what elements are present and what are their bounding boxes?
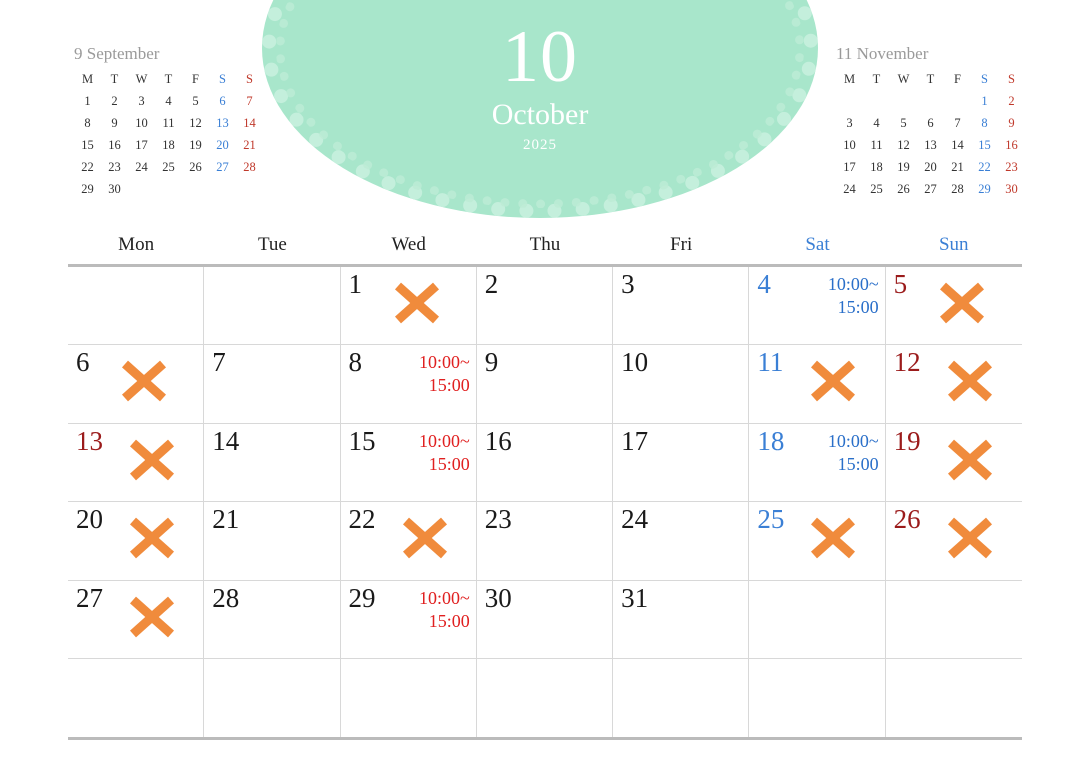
calendar-week-row xyxy=(68,502,1022,580)
calendar-day-cell[interactable] xyxy=(613,267,749,344)
mini-day-cell: 10 xyxy=(135,116,148,130)
mini-day-cell xyxy=(128,182,155,197)
mini-weekday-header: T xyxy=(872,72,881,86)
calendar-day-cell[interactable] xyxy=(886,502,1022,579)
calendar-day-cell[interactable] xyxy=(341,267,477,344)
opening-hours-end: 15:00 xyxy=(428,453,470,474)
mini-day-cell: 2 xyxy=(111,94,118,108)
mini-day-cell: 20 xyxy=(924,160,937,174)
mini-day-cell: 12 xyxy=(189,116,202,130)
day-number: 11 xyxy=(757,347,784,378)
opening-hours xyxy=(378,587,470,633)
calendar-grid xyxy=(68,264,1022,740)
weekday-label-sun: Sun xyxy=(938,234,969,255)
mini-day-cell: 21 xyxy=(951,160,964,174)
weekday-label-fri: Fri xyxy=(670,234,693,255)
calendar-day-cell[interactable] xyxy=(749,345,885,422)
mini-day-cell xyxy=(863,94,890,109)
day-number: 17 xyxy=(621,425,649,456)
mini-day-cell: 18 xyxy=(162,138,175,152)
mini-day-cell: 27 xyxy=(216,160,229,174)
mini-day-cell: 20 xyxy=(216,138,229,152)
mini-day-cell xyxy=(917,94,944,109)
day-number: 29 xyxy=(348,582,376,613)
day-number: 15 xyxy=(348,425,376,456)
mini-day-cell: 4 xyxy=(165,94,172,108)
mini-day-cell: 26 xyxy=(897,182,910,196)
opening-hours-end: 15:00 xyxy=(428,610,470,631)
day-number: 18 xyxy=(757,425,785,456)
mini-day-cell: 28 xyxy=(243,160,256,174)
day-number: 27 xyxy=(76,582,103,613)
mini-day-cell: 30 xyxy=(1005,182,1018,196)
calendar-day-cell[interactable] xyxy=(477,345,613,422)
day-number: 31 xyxy=(621,582,649,613)
mini-weekday-header: T xyxy=(110,72,119,86)
day-number: 28 xyxy=(212,582,240,613)
opening-hours xyxy=(787,430,879,476)
calendar-day-cell[interactable] xyxy=(613,345,749,422)
calendar-header xyxy=(0,0,1080,232)
mini-day-cell: 6 xyxy=(219,94,226,108)
mini-day-cell: 25 xyxy=(162,160,175,174)
calendar-empty-cell xyxy=(886,581,1022,658)
calendar-day-cell[interactable] xyxy=(613,424,749,501)
closed-cross-icon xyxy=(126,434,178,486)
month-name: October xyxy=(491,98,589,131)
mini-day-cell: 1 xyxy=(981,94,988,108)
weekday-label-tue: Tue xyxy=(257,234,287,255)
calendar-day-cell[interactable] xyxy=(204,502,340,579)
day-number: 5 xyxy=(893,269,908,299)
calendar-day-cell[interactable] xyxy=(204,424,340,501)
mini-next-grid xyxy=(836,72,1026,197)
calendar-day-cell[interactable] xyxy=(341,502,477,579)
mini-previous-title: 9 September xyxy=(74,44,160,63)
weekday-label-sat: Sat xyxy=(805,234,830,255)
mini-day-cell: 27 xyxy=(924,182,937,196)
mini-weekday-header: T xyxy=(926,72,935,86)
closed-cross-icon xyxy=(126,512,178,564)
opening-hours-start: 10:00~ xyxy=(827,430,879,451)
mini-day-cell: 14 xyxy=(243,116,256,130)
mini-day-cell: 24 xyxy=(135,160,148,174)
mini-day-cell: 19 xyxy=(189,138,202,152)
mini-day-cell: 16 xyxy=(1005,138,1018,152)
calendar-day-cell[interactable] xyxy=(886,424,1022,501)
opening-hours xyxy=(378,430,470,476)
calendar-day-cell[interactable] xyxy=(613,502,749,579)
opening-hours-start: 10:00~ xyxy=(419,352,470,373)
mini-day-cell xyxy=(890,94,917,109)
calendar-week-row xyxy=(68,659,1022,737)
mini-day-cell xyxy=(836,94,863,109)
mini-day-cell: 6 xyxy=(927,116,934,130)
calendar-day-cell[interactable] xyxy=(341,345,477,422)
weekday-header-row xyxy=(68,234,1022,256)
calendar-day-cell[interactable] xyxy=(204,581,340,658)
calendar-empty-cell xyxy=(477,659,613,737)
day-number: 21 xyxy=(212,504,240,535)
opening-hours-end: 15:00 xyxy=(428,375,470,396)
mini-weekday-header: F xyxy=(954,72,961,86)
mini-day-cell: 11 xyxy=(162,116,175,130)
calendar-week-row xyxy=(68,424,1022,502)
day-number: 1 xyxy=(348,269,363,299)
calendar-week-row xyxy=(68,345,1022,423)
calendar-day-cell[interactable] xyxy=(749,502,885,579)
day-number: 9 xyxy=(484,347,499,378)
closed-cross-icon xyxy=(944,512,996,564)
closed-cross-icon xyxy=(126,591,178,643)
closed-cross-icon xyxy=(944,434,996,486)
mini-day-cell: 2 xyxy=(1008,94,1015,108)
weekday-label-wed: Wed xyxy=(391,234,426,255)
day-number: 4 xyxy=(757,269,771,299)
mini-day-cell xyxy=(944,94,971,109)
closed-cross-icon xyxy=(936,277,988,329)
calendar-empty-cell xyxy=(749,659,885,737)
opening-hours-start: 10:00~ xyxy=(419,430,470,451)
mini-day-cell: 29 xyxy=(978,182,991,196)
day-number: 25 xyxy=(757,504,785,535)
mini-day-cell: 16 xyxy=(108,138,121,152)
day-number: 13 xyxy=(76,425,103,456)
mini-weekday-header: W xyxy=(897,72,910,86)
closed-cross-icon xyxy=(807,512,859,564)
mini-day-cell: 1 xyxy=(84,94,91,108)
mini-day-cell: 13 xyxy=(924,138,937,152)
mini-day-cell xyxy=(155,182,182,197)
mini-day-cell: 4 xyxy=(873,116,880,130)
opening-hours xyxy=(787,273,879,319)
mini-weekday-header: M xyxy=(81,72,94,86)
opening-hours-end: 15:00 xyxy=(837,297,879,318)
closed-cross-icon xyxy=(807,355,859,407)
calendar-day-cell[interactable] xyxy=(749,267,885,344)
mini-day-cell: 28 xyxy=(951,182,964,196)
mini-day-cell: 22 xyxy=(978,160,991,174)
mini-day-cell: 7 xyxy=(954,116,961,130)
mini-day-cell: 7 xyxy=(246,94,253,108)
mini-day-cell: 22 xyxy=(81,160,94,174)
opening-hours xyxy=(378,351,470,397)
day-number: 8 xyxy=(348,347,363,378)
mini-weekday-header: S xyxy=(246,72,253,86)
calendar-day-cell[interactable] xyxy=(477,502,613,579)
mini-day-cell: 19 xyxy=(897,160,910,174)
day-number: 19 xyxy=(893,425,921,456)
calendar-empty-cell xyxy=(341,659,477,737)
mini-calendar-previous xyxy=(74,44,264,197)
day-number: 16 xyxy=(484,425,512,456)
opening-hours-start: 10:00~ xyxy=(419,587,470,608)
mini-day-cell: 11 xyxy=(870,138,883,152)
mini-day-cell xyxy=(182,182,209,197)
mini-day-cell: 23 xyxy=(1005,160,1018,174)
mini-day-cell: 18 xyxy=(870,160,883,174)
calendar-empty-cell xyxy=(204,267,340,344)
mini-day-cell: 15 xyxy=(978,138,991,152)
calendar-day-cell[interactable] xyxy=(68,345,204,422)
calendar-day-cell[interactable] xyxy=(341,581,477,658)
mini-day-cell: 26 xyxy=(189,160,202,174)
mini-day-cell: 9 xyxy=(111,116,118,130)
mini-weekday-header: T xyxy=(164,72,173,86)
mini-next-title: 11 November xyxy=(836,44,929,63)
weekday-label-mon: Mon xyxy=(118,234,155,255)
mini-day-cell: 25 xyxy=(870,182,883,196)
mini-day-cell: 29 xyxy=(81,182,94,196)
day-number: 14 xyxy=(212,425,240,456)
day-number: 2 xyxy=(484,269,499,299)
closed-cross-icon xyxy=(118,355,170,407)
calendar-day-cell[interactable] xyxy=(68,424,204,501)
day-number: 30 xyxy=(484,582,512,613)
mini-day-cell: 9 xyxy=(1008,116,1015,130)
mini-day-cell: 14 xyxy=(951,138,964,152)
closed-cross-icon xyxy=(391,277,443,329)
day-number: 3 xyxy=(621,269,635,299)
day-number: 22 xyxy=(348,504,376,535)
calendar-day-cell[interactable] xyxy=(341,424,477,501)
day-number: 7 xyxy=(212,347,226,378)
mini-weekday-header: M xyxy=(843,72,856,86)
calendar-week-row xyxy=(68,267,1022,345)
month-number: 10 xyxy=(502,16,578,98)
mini-day-cell xyxy=(209,182,236,197)
calendar-day-cell[interactable] xyxy=(886,345,1022,422)
mini-day-cell: 17 xyxy=(135,138,148,152)
year-label: 2025 xyxy=(523,137,557,153)
mini-weekday-header: F xyxy=(192,72,199,86)
mini-day-cell: 13 xyxy=(216,116,229,130)
day-number: 24 xyxy=(621,504,649,535)
mini-weekday-header: S xyxy=(219,72,226,86)
day-number: 20 xyxy=(76,504,103,535)
calendar-day-cell[interactable] xyxy=(477,267,613,344)
mini-day-cell xyxy=(236,182,263,197)
weekday-label-thu: Thu xyxy=(529,234,561,255)
day-number: 12 xyxy=(893,347,921,378)
mini-day-cell: 5 xyxy=(192,94,199,108)
mini-calendar-next xyxy=(836,44,1026,197)
month-title-block xyxy=(262,16,818,153)
mini-day-cell: 5 xyxy=(900,116,907,130)
mini-day-cell: 23 xyxy=(108,160,121,174)
mini-day-cell: 24 xyxy=(843,182,856,196)
calendar-day-cell[interactable] xyxy=(68,581,204,658)
calendar-day-cell[interactable] xyxy=(749,424,885,501)
mini-weekday-header: S xyxy=(981,72,988,86)
calendar-day-cell[interactable] xyxy=(477,581,613,658)
mini-day-cell: 12 xyxy=(897,138,910,152)
closed-cross-icon xyxy=(399,512,451,564)
opening-hours-start: 10:00~ xyxy=(827,274,879,294)
calendar-empty-cell xyxy=(68,659,204,737)
mini-previous-grid xyxy=(74,72,264,197)
closed-cross-icon xyxy=(944,355,996,407)
calendar-day-cell[interactable] xyxy=(886,267,1022,344)
mini-day-cell: 10 xyxy=(843,138,856,152)
calendar-empty-cell xyxy=(886,659,1022,737)
mini-day-cell: 17 xyxy=(843,160,856,174)
mini-weekday-header: S xyxy=(1008,72,1015,86)
mini-day-cell: 3 xyxy=(138,94,145,108)
day-number: 10 xyxy=(621,347,649,378)
calendar-week-row xyxy=(68,581,1022,659)
mini-weekday-header: W xyxy=(135,72,148,86)
opening-hours-end: 15:00 xyxy=(837,453,879,474)
day-number: 6 xyxy=(76,347,90,378)
day-number: 23 xyxy=(484,504,512,535)
calendar-empty-cell xyxy=(68,267,204,344)
mini-day-cell: 30 xyxy=(108,182,121,196)
calendar-empty-cell xyxy=(613,659,749,737)
calendar-day-cell[interactable] xyxy=(477,424,613,501)
calendar-day-cell[interactable] xyxy=(68,502,204,579)
mini-day-cell: 21 xyxy=(243,138,256,152)
calendar-empty-cell xyxy=(749,581,885,658)
mini-day-cell: 3 xyxy=(846,116,853,130)
calendar-empty-cell xyxy=(204,659,340,737)
calendar-day-cell[interactable] xyxy=(204,345,340,422)
day-number: 26 xyxy=(893,504,921,535)
calendar-day-cell[interactable] xyxy=(613,581,749,658)
mini-day-cell: 15 xyxy=(81,138,94,152)
mini-day-cell: 8 xyxy=(981,116,988,130)
mini-day-cell: 8 xyxy=(84,116,91,130)
